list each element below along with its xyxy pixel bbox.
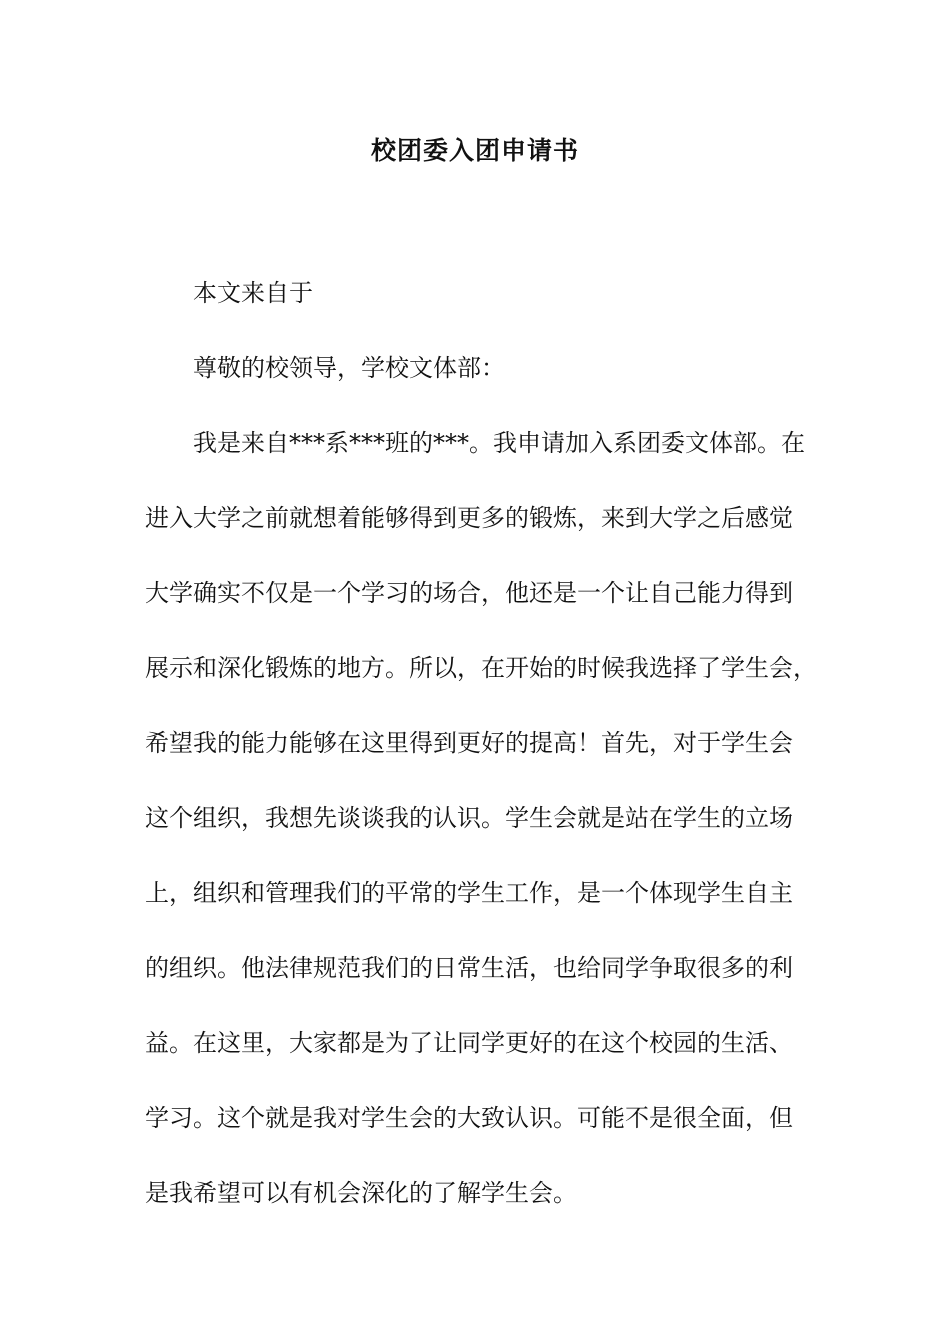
paragraph-line: 上，组织和管理我们的平常的学生工作，是一个体现学生自主: [145, 879, 793, 907]
source-line: 本文来自于: [193, 279, 313, 307]
document-body: [145, 256, 827, 1231]
paragraph-line: 展示和深化锻炼的地方。所以，在开始的时候我选择了学生会，: [145, 654, 817, 682]
document-title: 校团委入团申请书: [370, 136, 579, 165]
paragraph-line: 我是来自***系***班的***。我申请加入系团委文体部。在: [193, 429, 805, 457]
paragraph-line: 益。在这里，大家都是为了让同学更好的在这个校园的生活、: [145, 1029, 793, 1057]
paragraph-line: 希望我的能力能够在这里得到更好的提高！首先，对于学生会: [145, 729, 793, 757]
paragraph-line: 的组织。他法律规范我们的日常生活，也给同学争取很多的利: [145, 954, 793, 982]
paragraph-line: 学习。这个就是我对学生会的大致认识。可能不是很全面，但: [145, 1104, 793, 1132]
paragraph-line: 是我希望可以有机会深化的了解学生会。: [145, 1179, 577, 1207]
paragraph-line: 进入大学之前就想着能够得到更多的锻炼，来到大学之后感觉: [145, 504, 793, 532]
paragraph-line: 大学确实不仅是一个学习的场合，他还是一个让自己能力得到: [145, 579, 793, 607]
salutation-line: 尊敬的校领导，学校文体部：: [193, 354, 505, 382]
paragraph-line: 这个组织，我想先谈谈我的认识。学生会就是站在学生的立场: [145, 804, 793, 832]
